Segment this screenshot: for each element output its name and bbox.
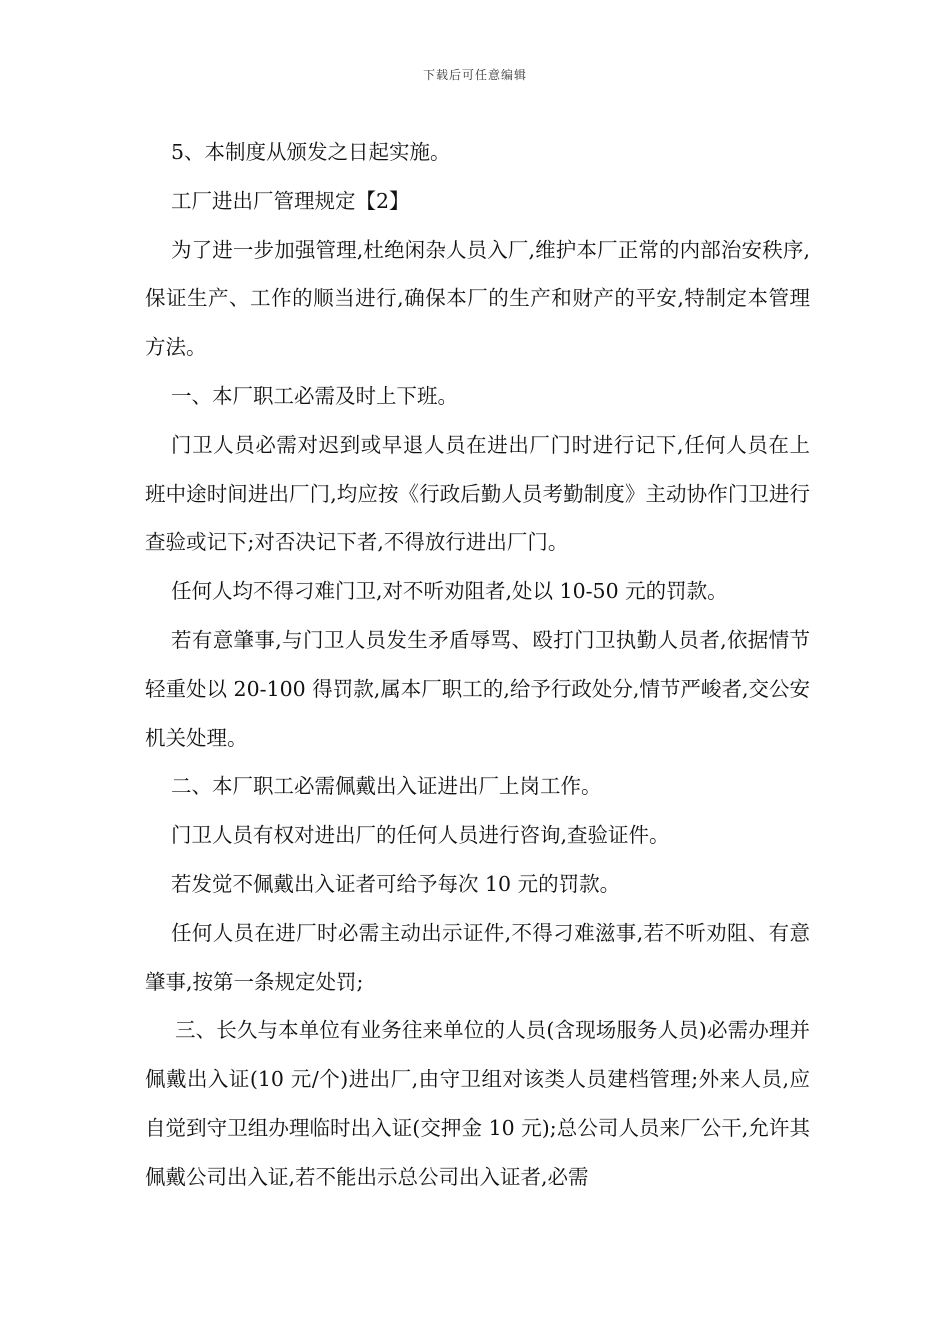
rule-one-heading: 一、本厂职工必需及时上下班。	[171, 383, 458, 408]
paragraph-implementation-date: 5、本制度从颁发之日起实施。	[171, 140, 451, 164]
paragraph-attendance-check: 门卫人员必需对迟到或早退人员在进出厂门时进行记下,任何人员在上班中途时间进出厂门,均应按《行政后勤人员考勤制度》主动协作门卫进行查验或记下;对否决记下者,不得放行进出厂门。	[145, 432, 810, 555]
paragraph-guard-inspection: 门卫人员有权对进出厂的任何人员进行咨询,查验证件。	[171, 823, 670, 848]
page-header: 下载后可任意编辑	[422, 68, 527, 82]
rule-two-heading: 二、本厂职工必需佩戴出入证进出厂上岗工作。	[171, 774, 602, 799]
paragraph-show-credentials: 任何人员在进厂时必需主动出示证件,不得刁难滋事,若不听劝阻、有意肇事,按第一条规定处罚;	[145, 920, 810, 994]
rule-three-paragraph: 三、长久与本单位有业务往来单位的人员(含现场服务人员)必需办理并佩戴出入证(10 元/个)进出厂,由守卫组对该类人员建档管理;外来人员,应自觉到守卫组办理临时出入证(交押金 10 元);总公司人员来厂公干,允许其佩戴公司出入证,若不能出示总公司出入证者,必需	[145, 1018, 810, 1189]
paragraph-badge-fine: 若发觉不佩戴出入证者可给予每次 10 元的罚款。	[171, 871, 621, 896]
document-body	[145, 128, 810, 1202]
paragraph-misconduct-penalty: 若有意肇事,与门卫人员发生矛盾辱骂、殴打门卫执勤人员者,依据情节轻重处以 20-100 得罚款,属本厂职工的,给予行政处分,情节严峻者,交公安机关处理。	[145, 627, 810, 750]
paragraph-no-obstruction: 任何人均不得刁难门卫,对不听劝阻者,处以 10-50 元的罚款。	[171, 579, 728, 604]
section-title: 工厂进出厂管理规定【2】	[171, 188, 410, 213]
paragraph-purpose: 为了进一步加强管理,杜绝闲杂人员入厂,维护本厂正常的内部治安秩序,保证生产、工作的顺当进行,确保本厂的生产和财产的平安,特制定本管理方法。	[145, 237, 810, 360]
